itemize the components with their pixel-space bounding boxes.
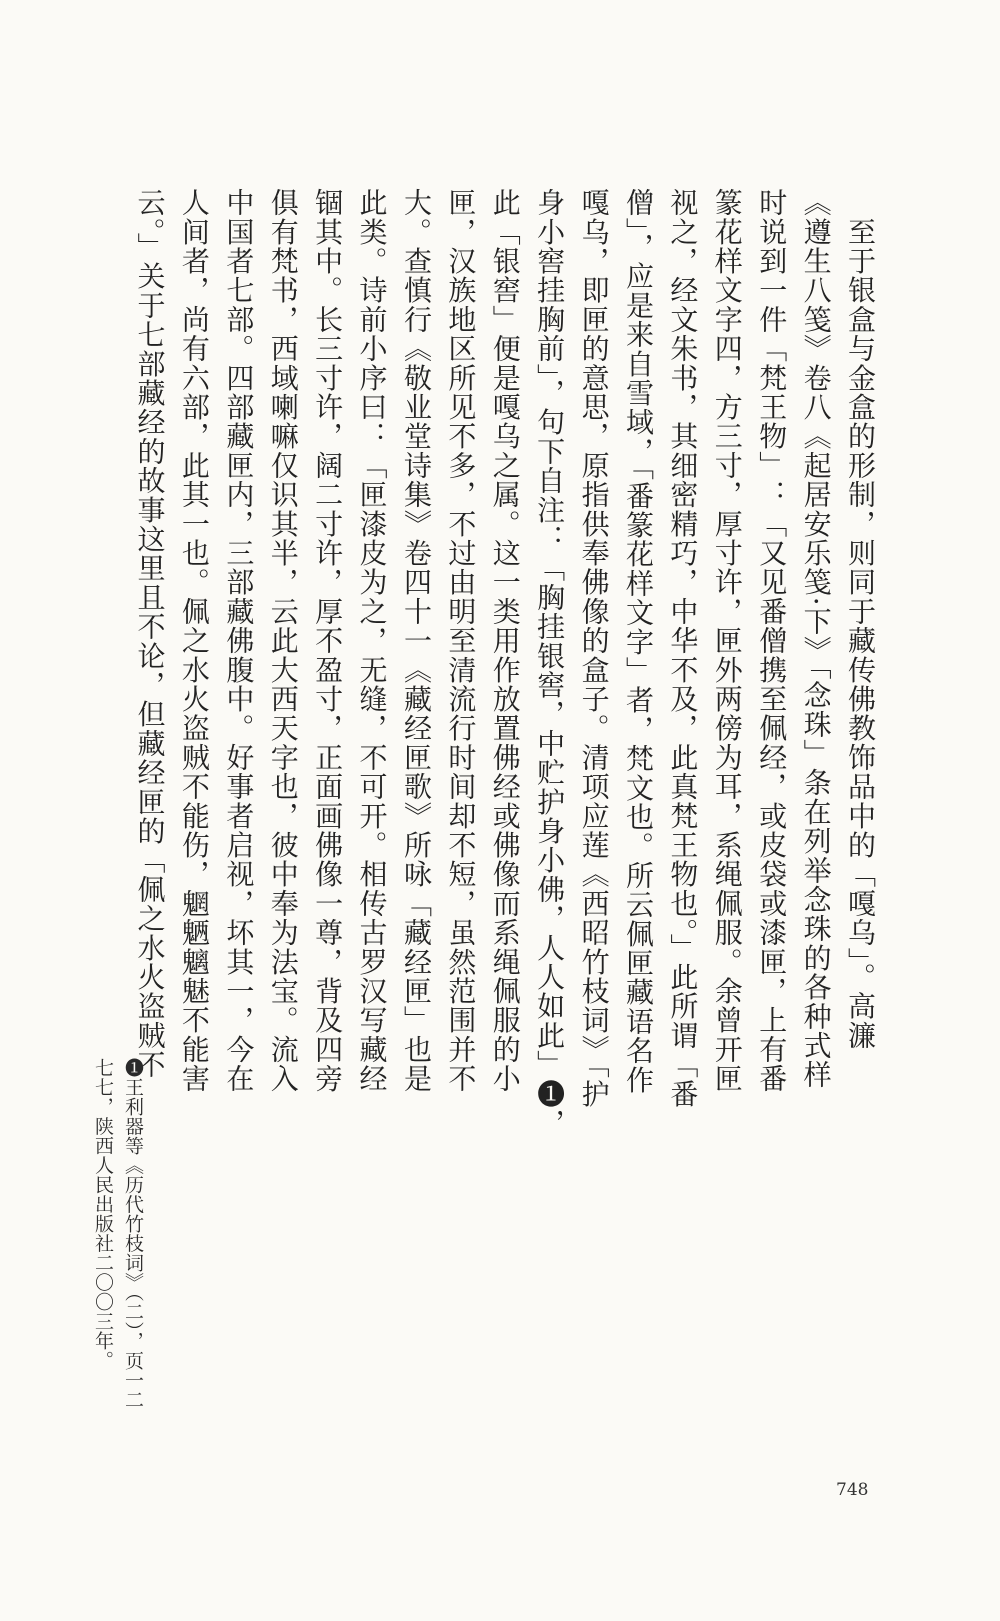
footnote-column: ❶王利器等《历代竹枝词》（二），页一二 (122, 1058, 144, 1410)
text-column: 嘎乌，即匣的意思，原指供奉佛像的盒子。清项应莲《西昭竹枝词》「护 (577, 188, 611, 1109)
page-number: 748 (836, 1480, 869, 1500)
text-column: 大。查慎行《敬业堂诗集》卷四十一《藏经匣歌》所咏「藏经匣」也是 (399, 188, 433, 1094)
text-column: 人间者，尚有六部，此其一也。佩之水火盗贼不能伤，魍魉魑魅不能害 (177, 188, 211, 1094)
text-column: 俱有梵书，西域喇嘛仅识其半，云此大西天字也，彼中奉为法宝。流入 (266, 188, 300, 1094)
text-column: 中国者七部。四部藏匣内，三部藏佛腹中。好事者启视，坏其一，今在 (222, 188, 256, 1094)
text-column: 此「银窖」便是嘎乌之属。这一类用作放置佛经或佛像而系绳佩服的小 (488, 188, 522, 1094)
text-column: 《遵生八笺》卷八《起居安乐笺·下》「念珠」条在列举念珠的各种式样 (799, 188, 833, 1090)
text-column: 时说到一件「梵王物」：「又见番僧携至佩经，或皮袋或漆匣，上有番 (755, 188, 789, 1094)
text-column: 云。」关于七部藏经的故事这里且不论，但藏经匣的「佩之水火盗贼不 (133, 188, 167, 1080)
text-column: 身小窖挂胸前」，句下自注：「胸挂银窖，中贮护身小佛，人人如此」❶， (533, 188, 567, 1138)
text-column: 锢其中。长三寸许，阔二寸许，厚不盈寸，正面画佛像一尊，背及四旁 (311, 188, 345, 1094)
text-column: 至于银盒与金盒的形制，则同于藏传佛教饰品中的「嘎乌」。高濂 (844, 188, 877, 1050)
text-column: 僧」，应是来自雪域，「番篆花样文字」者，梵文也。所云佩匣藏语名作 (621, 188, 655, 1095)
text-column: 匣，汉族地区所见不多，不过由明至清流行时间却不短，虽然范围并不 (444, 188, 478, 1094)
text-column: 篆花样文字四，方三寸，厚寸许，匣外两傍为耳，系绳佩服。余曾开匣 (710, 188, 744, 1094)
text-column: 此类。诗前小序曰：「匣漆皮为之，无缝，不可开。相传古罗汉写藏经 (355, 188, 389, 1094)
footnote-column: 七七，陕西人民出版社二〇〇三年。 (92, 1058, 114, 1370)
footnote (88, 1058, 148, 1410)
text-column: 视之，经文朱书，其细密精巧，中华不及，此真梵王物也。」此所谓「番 (666, 188, 700, 1109)
main-text-block (127, 188, 882, 1138)
